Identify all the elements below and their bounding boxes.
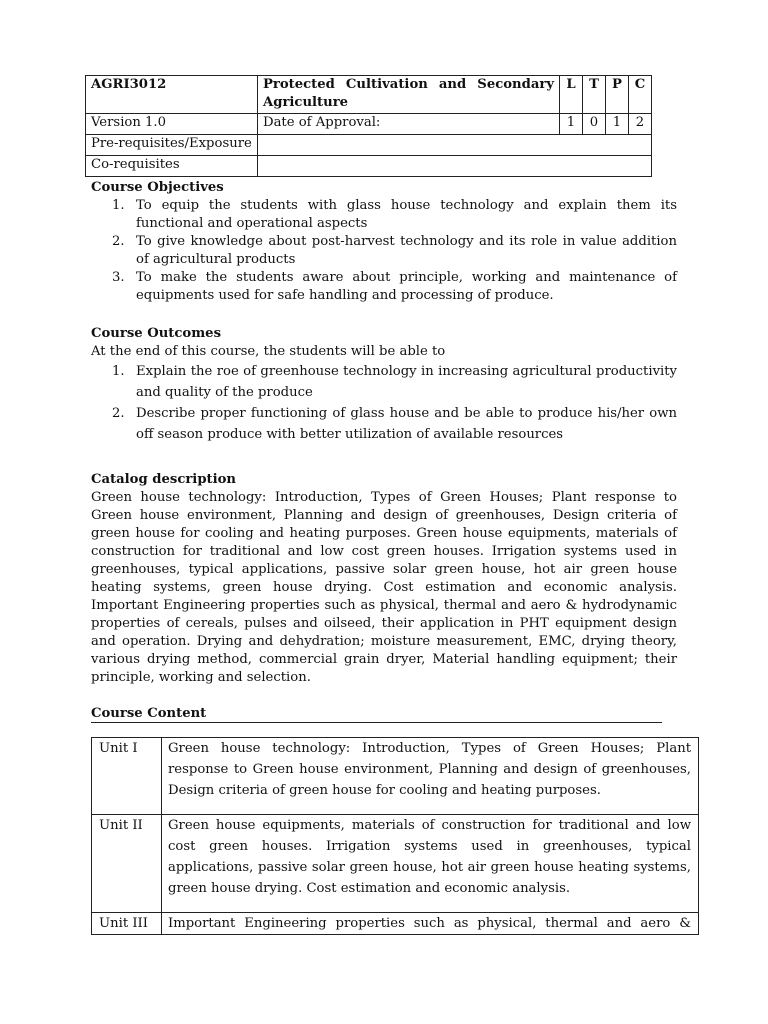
unit-text: Green house technology: Introduction, Types of Green Houses; Plant response to Green house environment, Planning and design of greenhouses, Design criteria of green house for cooling and heating purposes. — [162, 738, 699, 815]
course-code: AGRI3012 — [86, 76, 258, 114]
unit-row — [92, 738, 699, 815]
catalog-description-section — [91, 471, 677, 687]
corequisites-value — [258, 156, 652, 177]
course-header-table — [85, 75, 652, 177]
unit-row — [92, 815, 699, 913]
course-outcomes-intro: At the end of this course, the students will be able to — [91, 344, 446, 359]
ltpc-label-p: P — [606, 76, 629, 114]
ltpc-label-l: L — [560, 76, 583, 114]
version-cell: Version 1.0 — [86, 114, 258, 135]
prerequisites-label: Pre-requisites/Exposure — [86, 135, 258, 156]
approval-date-cell: Date of Approval: — [258, 114, 560, 135]
ltpc-value-t: 0 — [583, 114, 606, 135]
objective-item: 2. To give knowledge about post-harvest technology and its role in value addition of agricultural products — [112, 234, 677, 267]
objective-item: 1. To equip the students with glass house technology and explain them its functional and operational aspects — [112, 198, 677, 231]
unit-text: Important Engineering properties such as physical, thermal and aero & — [162, 913, 699, 935]
catalog-description-text: Green house technology: Introduction, Types of Green Houses; Plant response to Green house environment, Planning and design of greenhouses, Design criteria of green house for cooling and heating purposes. Green house equipments, materials of construction for traditional and low cost green houses. Irrigation systems used in greenhouses, typical applications, passive solar green house, hot air green house heating systems, green house drying. Cost estimation and economic analysis. Important Engineering properties such as physical, thermal and aero & hydrodynamic properties of cereals, pulses and oilseed, their application in PHT equipment design and operation. Drying and dehydration; moisture measurement, EMC, drying theory, various drying method, commercial grain dryer, Material handling equipment; their principle, working and selection. — [91, 490, 677, 685]
prerequisites-value — [258, 135, 652, 156]
course-outcomes-heading: Course Outcomes — [91, 326, 221, 341]
catalog-description-heading: Catalog description — [91, 472, 237, 487]
unit-text: Green house equipments, materials of construction for traditional and low cost green houses. Irrigation systems used in greenhouses, typical applications, passive solar green house, hot air green house heating systems, green house drying. Cost estimation and economic analysis. — [162, 815, 699, 913]
course-title: Protected Cultivation and Secondary Agriculture — [258, 76, 560, 114]
course-objectives-section — [91, 179, 677, 305]
ltpc-value-l: 1 — [560, 114, 583, 135]
outcome-item: 1. Explain the roe of greenhouse technology in increasing agricultural productivity and quality of the produce — [112, 364, 677, 400]
unit-label: Unit II — [92, 815, 162, 913]
ltpc-label-c: C — [629, 76, 652, 114]
course-outcomes-section — [91, 325, 677, 445]
unit-label: Unit I — [92, 738, 162, 815]
course-content-table — [91, 737, 699, 935]
unit-row — [92, 913, 699, 935]
course-objectives-heading: Course Objectives — [91, 180, 224, 195]
ltpc-label-t: T — [583, 76, 606, 114]
ltpc-value-c: 2 — [629, 114, 652, 135]
outcome-item: 2. Describe proper functioning of glass house and be able to produce his/her own off season produce with better utilization of available resources — [112, 406, 677, 442]
objective-item: 3. To make the students aware about principle, working and maintenance of equipments used for safe handling and processing of produce. — [112, 270, 677, 303]
ltpc-value-p: 1 — [606, 114, 629, 135]
corequisites-label: Co-requisites — [86, 156, 258, 177]
course-content-underline — [91, 722, 662, 723]
unit-label: Unit III — [92, 913, 162, 935]
course-content-heading: Course Content — [91, 706, 207, 721]
